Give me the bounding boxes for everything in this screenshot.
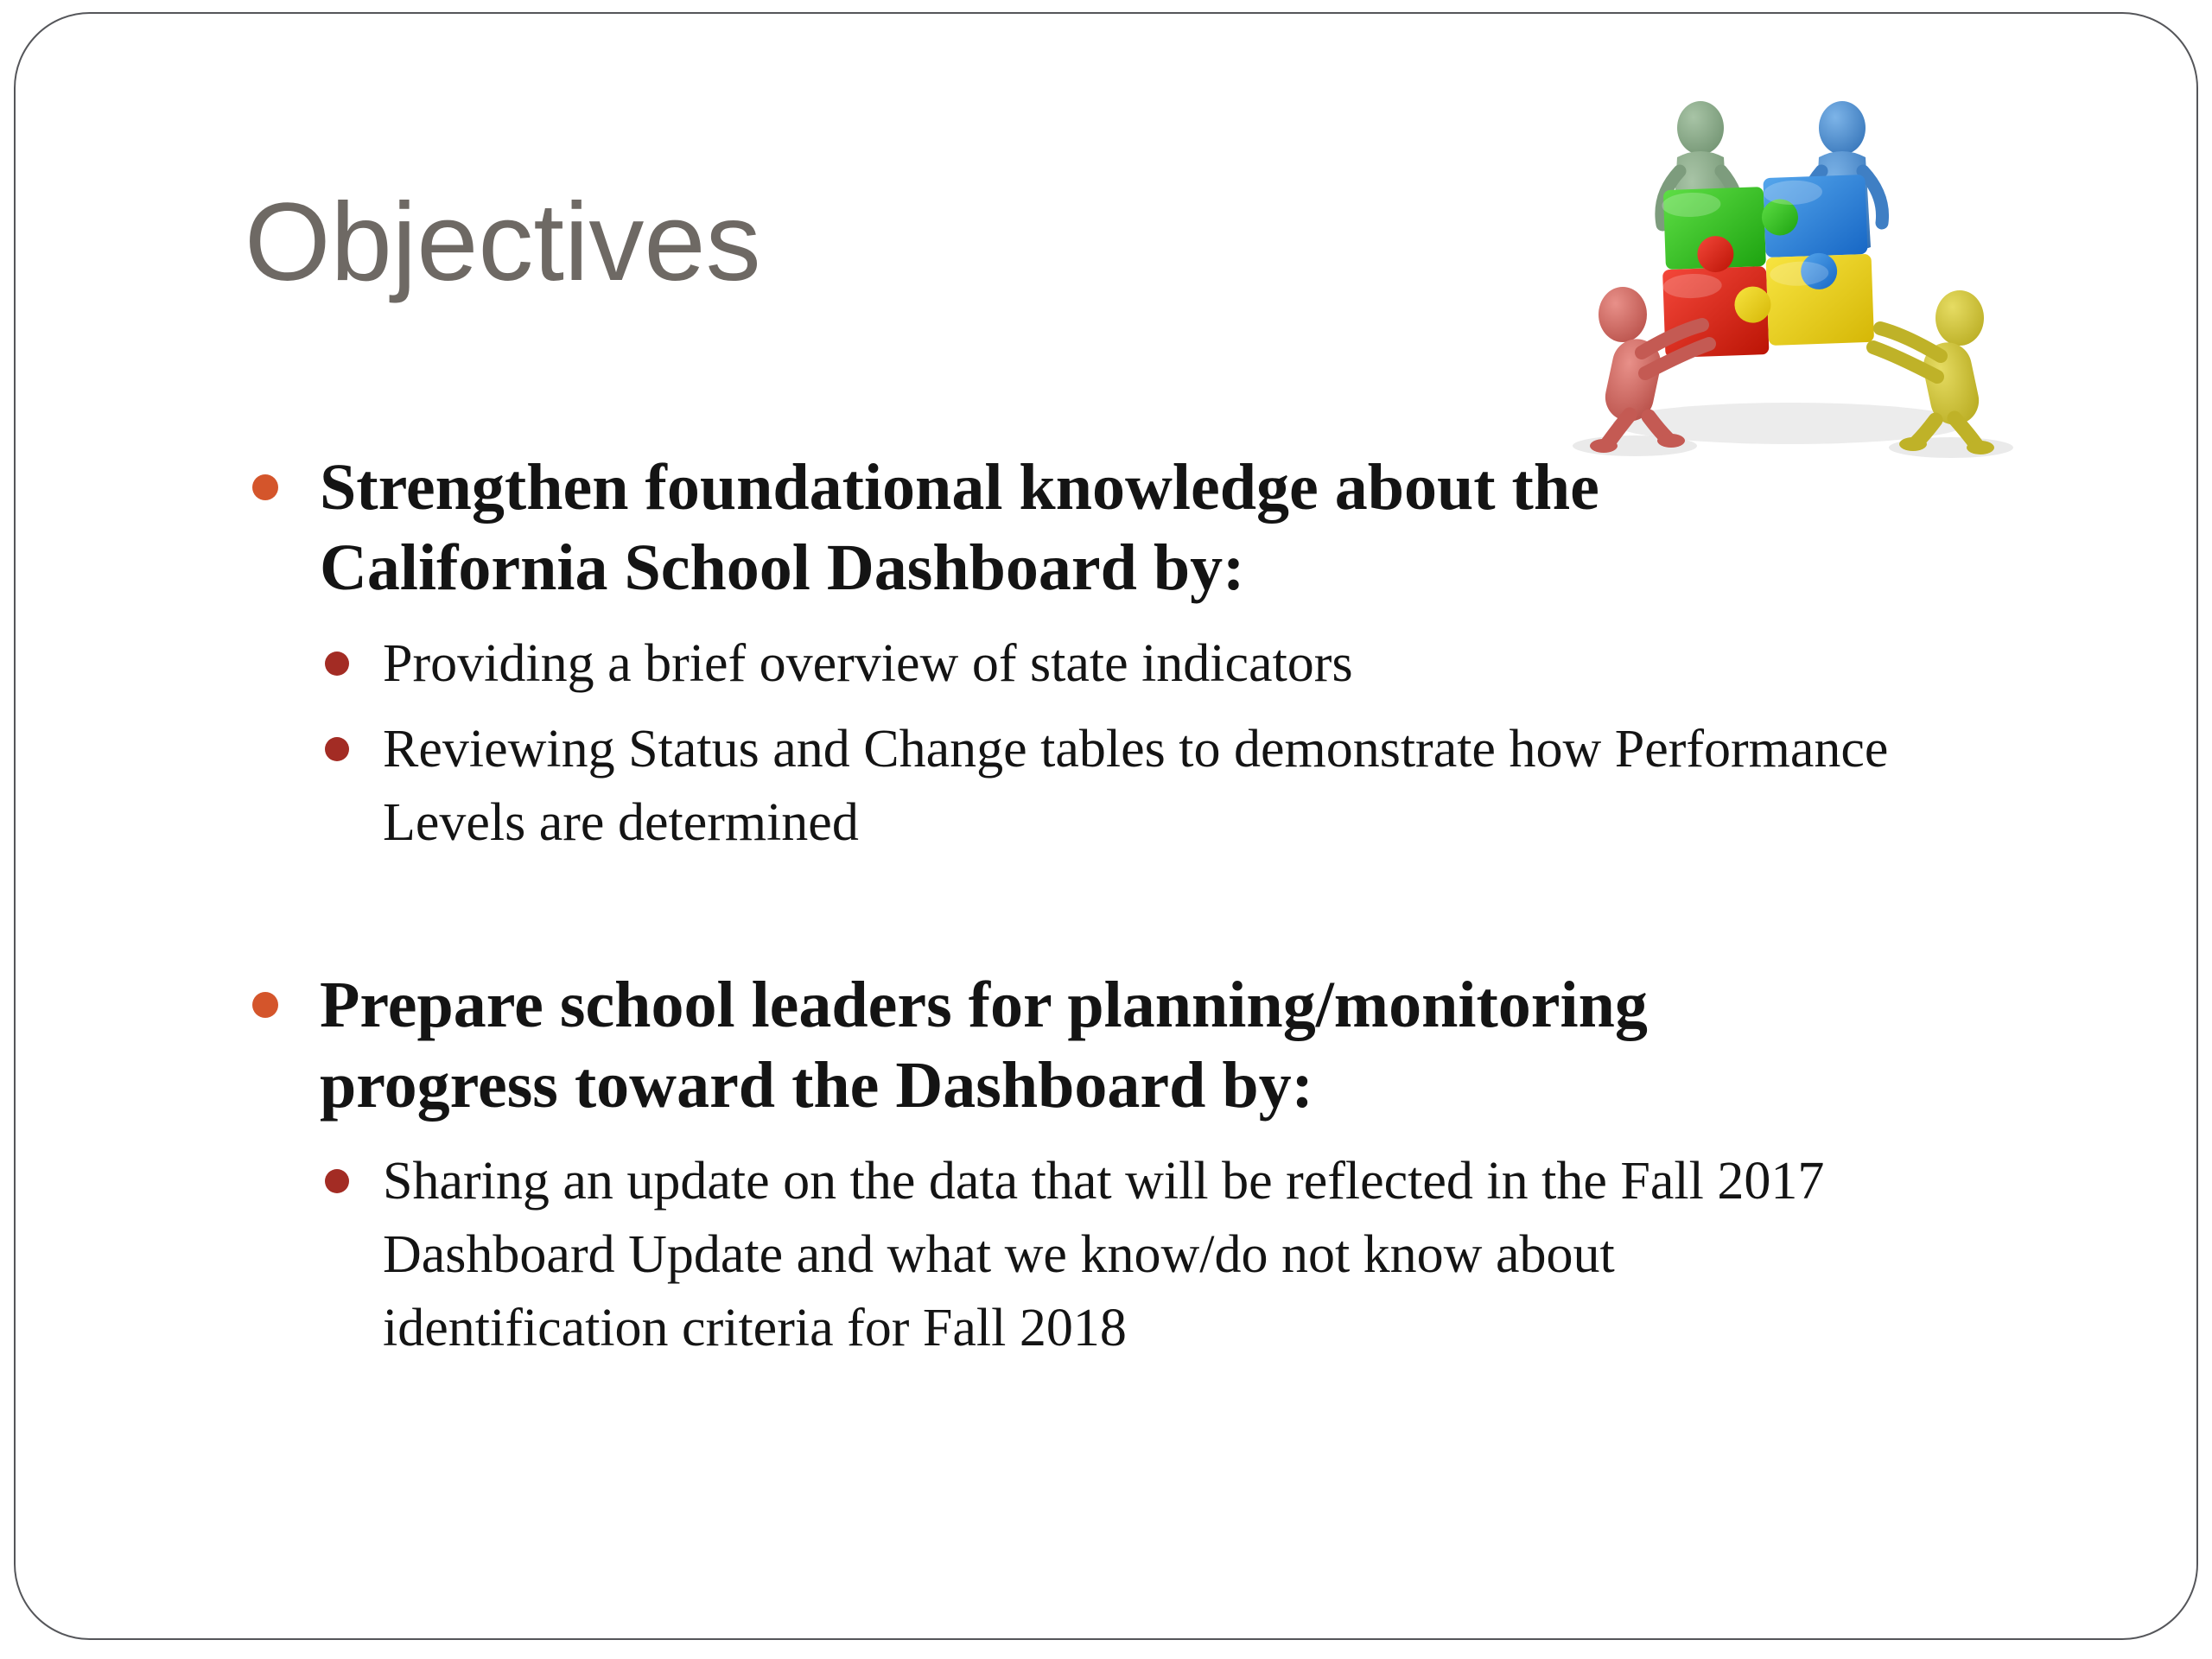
bullet-dot-level1 xyxy=(252,992,278,1018)
bullet-dot-level2 xyxy=(325,652,349,676)
bullet-dot-level1 xyxy=(252,474,278,500)
bullet-text-line: Strengthen foundational knowledge about the xyxy=(320,451,1599,524)
bullet-text-line: progress toward the Dashboard by: xyxy=(320,1049,1313,1122)
bullet-dot-level2 xyxy=(325,737,349,761)
sub-bullet-text-line: Levels are determined xyxy=(383,793,859,852)
sub-bullet-list xyxy=(320,627,2133,860)
sub-bullet-item xyxy=(320,1145,2133,1365)
slide-body xyxy=(249,448,2133,1365)
bullet-text-line: California School Dashboard by: xyxy=(320,531,1245,604)
sub-bullet-item xyxy=(320,713,2133,860)
sub-bullet-text-line: identification criteria for Fall 2018 xyxy=(383,1299,1127,1357)
sub-bullet-text-line: Reviewing Status and Change tables to demonstrate how Performance xyxy=(383,720,1889,779)
bullet-item xyxy=(249,448,2133,860)
sub-bullet-text-line: Sharing an update on the data that will be reflected in the Fall 2017 xyxy=(383,1152,1825,1211)
teamwork-puzzle-image xyxy=(1555,41,2031,461)
sub-bullet-item xyxy=(320,627,2133,701)
sub-bullet-list xyxy=(320,1145,2133,1365)
bullet-item xyxy=(249,965,2133,1365)
sub-bullet-text-line: Dashboard Update and what we know/do not know about xyxy=(383,1225,1615,1284)
bullet-text-line: Prepare school leaders for planning/monitoring xyxy=(320,969,1648,1041)
slide-title: Objectives xyxy=(245,181,761,304)
bullet-dot-level2 xyxy=(325,1169,349,1193)
sub-bullet-text-line: Providing a brief overview of state indicators xyxy=(383,634,1353,693)
bullet-list xyxy=(249,448,2133,1365)
